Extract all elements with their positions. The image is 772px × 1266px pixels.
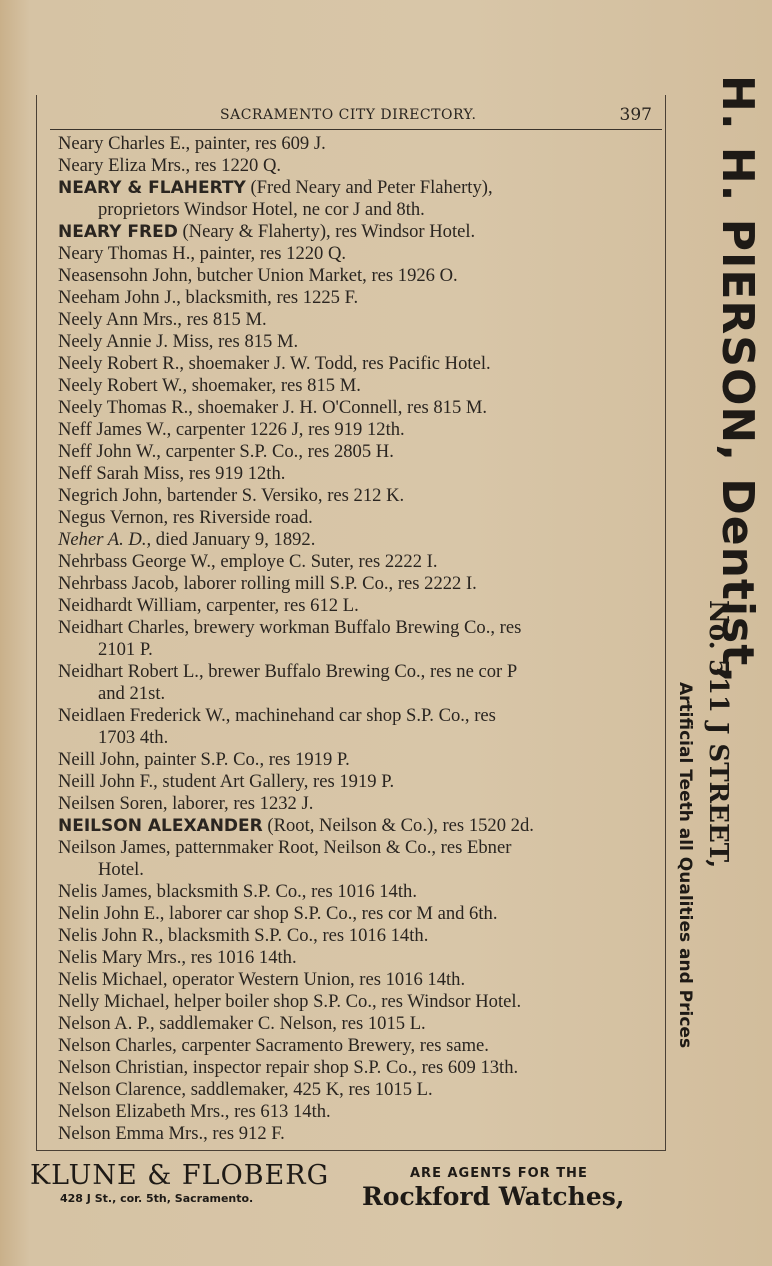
entry-name: Nelson Elizabeth Mrs.,: [58, 1101, 230, 1122]
entry-details: res Riverside road.: [168, 507, 313, 528]
directory-entry: [58, 1079, 658, 1101]
entry-details: inspector repair shop S.P. Co., res 609 13th.: [188, 1057, 519, 1078]
entry-name: Nehrbass Jacob,: [58, 573, 179, 594]
directory-entry: [58, 397, 658, 419]
entry-details: died January 9, 1892.: [151, 529, 316, 550]
directory-entry: [58, 375, 658, 397]
entry-details: blacksmith, res 1225 F.: [180, 287, 359, 308]
entry-details: carpenter 1226 J, res 919 12th.: [171, 419, 405, 440]
directory-entry: [58, 1013, 658, 1035]
product-name: Rockford Watches,: [362, 1182, 625, 1211]
entry-details: res 912 F.: [207, 1123, 285, 1144]
side-advertisement: [673, 70, 768, 1210]
entry-details: laborer car shop S.P. Co., res cor M and 6th.: [164, 903, 498, 924]
entry-continuation: [58, 639, 658, 661]
entry-details: res 1016 14th.: [186, 947, 297, 968]
entry-details: employe C. Suter, res 2222 I.: [215, 551, 438, 572]
directory-entry: [58, 463, 658, 485]
directory-entry: [58, 287, 658, 309]
dentist-name: H. H. PIERSON, Dentist,: [712, 75, 763, 684]
entry-name: Neely Ann Mrs.,: [58, 309, 182, 330]
entry-details: (Root, Neilson & Co.), res 1520 2d.: [262, 815, 534, 836]
entry-name: Nehrbass George W.,: [58, 551, 216, 572]
directory-entry: [58, 353, 658, 375]
page-number: 397: [619, 105, 652, 125]
agents-text: ARE AGENTS FOR THE: [410, 1166, 588, 1181]
entry-details: blacksmith S.P. Co., res 1016 14th.: [163, 925, 429, 946]
entry-details: patternmaker Root, Neilson & Co., res Ebner: [170, 837, 512, 858]
entry-name: Nelson Clarence,: [58, 1079, 187, 1100]
directory-entry: [58, 1057, 658, 1079]
entry-details: (Fred Neary and Peter Flaherty),: [245, 177, 493, 198]
entry-name: Nelin John E.,: [58, 903, 165, 924]
entry-continuation: [58, 859, 658, 881]
entry-details: machinehand car shop S.P. Co., res: [230, 705, 496, 726]
entry-name: Neary Charles E.,: [58, 133, 191, 154]
directory-entry: [58, 793, 658, 815]
directory-title: SACRAMENTO CITY DIRECTORY.: [220, 107, 477, 123]
entry-name: Neill John F.,: [58, 771, 158, 792]
entry-name: Neely Robert R.,: [58, 353, 184, 374]
entry-name: NEARY FRED: [58, 222, 178, 242]
directory-entry: [58, 243, 658, 265]
entry-name: NEILSON ALEXANDER: [58, 816, 263, 836]
entry-name: Neely Robert W.,: [58, 375, 188, 396]
entry-details: brewer Buffalo Brewing Co., res ne cor P: [203, 661, 518, 682]
entry-continuation: [58, 727, 658, 749]
dentist-tagline: Artificial Teeth all Qualities and Prices: [675, 682, 695, 1049]
entry-name: Neff Sarah Miss,: [58, 463, 185, 484]
entry-text: proprietors Windsor Hotel, ne cor J and 8th.: [98, 199, 425, 220]
directory-entry: [58, 441, 658, 463]
entry-name: Nelis Michael,: [58, 969, 168, 990]
directory-entry: [58, 749, 658, 771]
entry-details: student Art Gallery, res 1919 P.: [157, 771, 395, 792]
entry-details: saddlemaker C. Nelson, res 1015 L.: [154, 1013, 426, 1034]
entry-name: Nelis Mary Mrs.,: [58, 947, 187, 968]
directory-entry: [58, 551, 658, 573]
entry-details: laborer rolling mill S.P. Co., res 2222 I.: [178, 573, 477, 594]
entry-name: Neary Eliza Mrs.,: [58, 155, 191, 176]
directory-entry: [58, 837, 658, 859]
entry-name: Neidhart Robert L.,: [58, 661, 204, 682]
directory-entry: [58, 969, 658, 991]
entry-name: Neasensohn John,: [58, 265, 193, 286]
entry-details: carpenter Sacramento Brewery, res same.: [176, 1035, 489, 1056]
page-header: [50, 105, 662, 130]
firm-name: KLUNE & FLOBERG: [30, 1160, 330, 1191]
entry-details: painter S.P. Co., res 1919 P.: [139, 749, 350, 770]
entry-details: brewery workman Buffalo Brewing Co., res: [189, 617, 522, 638]
entry-details: saddlemaker, 425 K, res 1015 L.: [186, 1079, 433, 1100]
entry-details: res 919 12th.: [184, 463, 286, 484]
entry-details: shoemaker, res 815 M.: [187, 375, 361, 396]
dentist-address: No. 511 J STREET,: [703, 600, 733, 869]
directory-entry: [58, 419, 658, 441]
entry-details: painter, res 609 J.: [190, 133, 326, 154]
entry-continuation: [58, 199, 658, 221]
directory-entry: [58, 947, 658, 969]
entry-details: laborer, res 1232 J.: [167, 793, 314, 814]
directory-entries: [58, 133, 658, 1145]
entry-details: bartender S. Versiko, res 212 K.: [162, 485, 405, 506]
entry-details: res 815 M.: [181, 309, 267, 330]
directory-entry: [58, 331, 658, 353]
entry-name: Neely Thomas R.,: [58, 397, 193, 418]
directory-entry: [58, 771, 658, 793]
entry-continuation: [58, 683, 658, 705]
directory-entry: [58, 991, 658, 1013]
entry-name: Nelson Charles,: [58, 1035, 177, 1056]
directory-entry: [58, 925, 658, 947]
entry-details: res 613 14th.: [229, 1101, 331, 1122]
entry-name: Neidhart Charles,: [58, 617, 190, 638]
directory-entry: [58, 617, 658, 639]
directory-entry: [58, 133, 658, 155]
entry-name: Neilsen Soren,: [58, 793, 168, 814]
directory-entry: [58, 903, 658, 925]
entry-details: carpenter S.P. Co., res 2805 H.: [160, 441, 394, 462]
entry-name: Nelson A. P.,: [58, 1013, 155, 1034]
entry-details: blacksmith S.P. Co., res 1016 14th.: [152, 881, 417, 902]
directory-entry: [58, 1123, 658, 1145]
directory-entry: [58, 507, 658, 529]
directory-entry: [58, 309, 658, 331]
entry-text: Hotel.: [98, 859, 144, 880]
entry-name: Neary Thomas H.,: [58, 243, 196, 264]
entry-text: and 21st.: [98, 683, 166, 704]
entry-text: 2101 P.: [98, 639, 153, 660]
entry-name: NEARY & FLAHERTY: [58, 178, 246, 198]
entry-details: butcher Union Market, res 1926 O.: [192, 265, 458, 286]
entry-details: shoemaker J. W. Todd, res Pacific Hotel.: [184, 353, 491, 374]
entry-name: Neher A. D.,: [58, 529, 152, 550]
entry-name: Neidhardt William,: [58, 595, 202, 616]
entry-name: Negus Vernon,: [58, 507, 169, 528]
directory-entry: [58, 1035, 658, 1057]
entry-name: Neill John,: [58, 749, 140, 770]
entry-name: Neidlaen Frederick W.,: [58, 705, 231, 726]
entry-text: 1703 4th.: [98, 727, 169, 748]
directory-entry: [58, 265, 658, 287]
bottom-advertisement: [0, 1160, 772, 1220]
directory-entry: [58, 485, 658, 507]
directory-entry: [58, 177, 658, 199]
directory-entry: [58, 221, 658, 243]
firm-address: 428 J St., cor. 5th, Sacramento.: [60, 1192, 254, 1205]
directory-entry: [58, 815, 658, 837]
entry-details: (Neary & Flaherty), res Windsor Hotel.: [177, 221, 476, 242]
directory-entry: [58, 595, 658, 617]
entry-details: helper boiler shop S.P. Co., res Windsor Hotel.: [169, 991, 522, 1012]
entry-name: Nelson Emma Mrs.,: [58, 1123, 208, 1144]
entry-name: Neff John W.,: [58, 441, 161, 462]
entry-details: res 1220 Q.: [190, 155, 282, 176]
entry-name: Nelly Michael,: [58, 991, 170, 1012]
entry-name: Neff James W.,: [58, 419, 172, 440]
entry-details: painter, res 1220 Q.: [195, 243, 347, 264]
entry-name: Neilson James,: [58, 837, 171, 858]
entry-details: shoemaker J. H. O'Connell, res 815 M.: [192, 397, 488, 418]
entry-details: carpenter, res 612 L.: [201, 595, 359, 616]
directory-entry: [58, 529, 658, 551]
directory-entry: [58, 573, 658, 595]
entry-name: Negrich John,: [58, 485, 163, 506]
directory-entry: [58, 705, 658, 727]
directory-entry: [58, 881, 658, 903]
entry-name: Neeham John J.,: [58, 287, 181, 308]
directory-entry: [58, 661, 658, 683]
entry-details: operator Western Union, res 1016 14th.: [167, 969, 466, 990]
directory-entry: [58, 155, 658, 177]
entry-name: Nelson Christian,: [58, 1057, 189, 1078]
entry-name: Neely Annie J. Miss,: [58, 331, 214, 352]
directory-entry: [58, 1101, 658, 1123]
entry-name: Nelis John R.,: [58, 925, 164, 946]
entry-details: res 815 M.: [213, 331, 299, 352]
entry-name: Nelis James,: [58, 881, 152, 902]
